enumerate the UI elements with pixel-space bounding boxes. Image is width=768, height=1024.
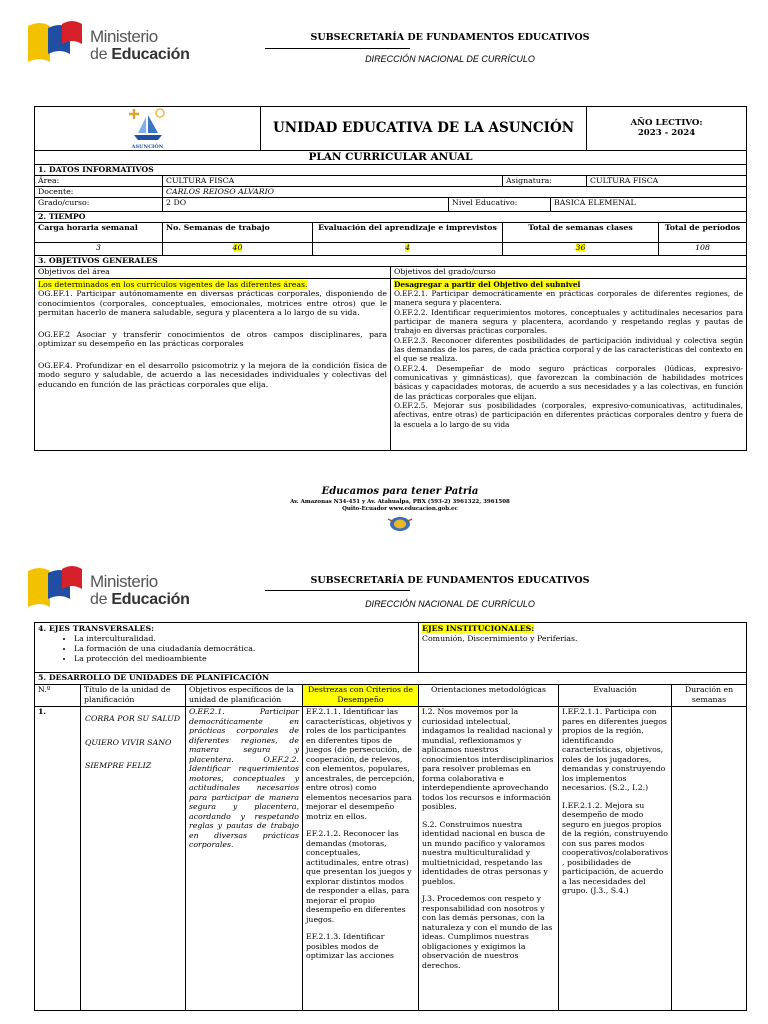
section-datos: 1. DATOS INFORMATIVOS (35, 164, 747, 175)
plan-curricular-table (34, 106, 747, 451)
ejes-institucionales-value: Comunión, Discernimiento y Periferias. (422, 633, 578, 643)
tiempo-header: No. Semanas de trabajo (163, 222, 313, 242)
asignatura-value: CULTURA FISCA (587, 175, 747, 186)
unit-title: CORRA POR SU SALUD (85, 714, 181, 723)
section-tiempo: 2. TIEMPO (35, 211, 747, 222)
ministry-name-line1: Ministerio (90, 572, 158, 591)
tiempo-value: 4 (313, 242, 503, 255)
ecuador-seal-icon (387, 516, 413, 532)
footer-slogan: Educamos para tener Patria (321, 486, 479, 497)
unit-duracion (672, 707, 747, 1011)
unit-objetivos: O.EF.2.1. Participar democráticamente en prácticas corporales de diferentes regiones, de manera segura y placentera. O.EF.2.2. Identificar requerimientos motores, conceptuales y actitudinales necesarios para participar de manera segura y placentera, acordando y respetando reglas y pautas de trabajo en diversas prácticas corporales. (186, 707, 303, 1011)
tiempo-value: 3 (35, 242, 163, 255)
table-row (35, 707, 747, 1011)
docente-value: CARLOS REIOSO ALVARIO (163, 186, 747, 197)
footer-city-web: Quito-Ecuador www.educacion.gob.ec (342, 506, 458, 513)
header-divider (265, 590, 410, 591)
objetivos-grado-header: Objetivos del grado/curso (391, 266, 747, 278)
tiempo-header: Total de semanas clases (503, 222, 659, 242)
tiempo-value: 108 (659, 242, 747, 255)
desarrollo-header: Título de la unidad de planificación (81, 685, 186, 707)
docente-label: Docente: (35, 186, 163, 197)
asignatura-label: Asignatura: (503, 175, 587, 186)
desarrollo-header: Duración en semanas (672, 685, 747, 707)
objetivo-area-item: OG.EF.2 Asociar y transferir conocimientos de otros campos disciplinares, para optimizar su desempeño en las prácticas corporales (38, 329, 387, 349)
objetivo-grado-item: O.EF.2.3. Reconocer diferentes posibilidades de participación individual y colectiva según las demandas de los pares, de cada práctica corporal y de las características del contexto en el que se realiza. (394, 335, 744, 364)
grado-label: Grado/curso: (35, 197, 163, 211)
objetivos-area-intro: Los determinados en los currículos vigentes de las diferentes áreas. (38, 279, 308, 289)
tiempo-header: Evaluación del aprendizaje e imprevistos (313, 222, 503, 242)
objetivo-grado-item: O.EF.2.1. Participar democráticamente en prácticas corporales de diferentes regiones, de manera segura y placentera. (394, 288, 744, 308)
desarrollo-header: Orientaciones metodológicas (419, 685, 559, 707)
objetivo-grado-item: O.EF.2.2. Identificar requerimientos motores, conceptuales y actitudinales necesarios para participar de manera segura y placentera, acordando y respetando reglas y pautas de trabajo en diversas prácticas corporales. (394, 307, 744, 336)
section-desarrollo: 5. DESARROLLO DE UNIDADES DE PLANIFICACIÓN (35, 673, 747, 685)
desarrollo-header: Objetivos específicos de la unidad de planificación (186, 685, 303, 707)
evaluacion-item: I.EF.2.1.2. Mejora su desempeño de modo seguro en juegos propios de la región, construyendo con sus pares modos cooperativos/colaborativos , posibilidades de participación, de acuerdo a las necesidades del grupo. (J.3., S.4.) (562, 800, 669, 895)
grado-value: 2 DO (163, 197, 449, 211)
year-label: AÑO LECTIVO: (630, 117, 703, 128)
orientacion-item: J.3. Procedemos con respeto y responsabilidad con nosotros y con las demás personas, con la naturaleza y con el mundo de las ideas. Cumplimos nuestras obligaciones y exigimos la observación de nuestros derechos. (422, 894, 553, 970)
tiempo-header: Carga horaria semanal (35, 222, 163, 242)
ministry-name-line1: Ministerio (90, 27, 158, 46)
unit-titles (81, 707, 186, 1011)
ejes-institucionales-cell (419, 623, 747, 673)
tiempo-values-row (35, 242, 747, 255)
unit-title: SIEMPRE FELIZ (85, 761, 152, 770)
ministerio-logo (26, 14, 196, 74)
section-objetivos: 3. OBJETIVOS GENERALES (35, 255, 747, 266)
school-name: UNIDAD EDUCATIVA DE LA ASUNCIÓN (261, 107, 587, 151)
destreza-item: EF.2.1.3. Identificar posibles modos de optimizar las acciones (306, 932, 394, 960)
ejes-transversales-cell (35, 623, 419, 673)
desarrollo-table (34, 622, 747, 1011)
ejes-row (35, 623, 747, 673)
ministry-name-line2: de Educación (90, 591, 190, 608)
ecuador-flag-icon (26, 563, 84, 611)
ministerio-logo (26, 559, 196, 619)
tiempo-header-row (35, 222, 747, 242)
objetivo-area-item: OG.EF.1. Participar autónomamente en diversas prácticas corporales, disponiendo de conocimientos (corporales, conceptuales, emocionales, motrices entre otros) que le permitan hacerlo de manera saludable, segura y placentera a lo largo de su vida. (38, 289, 387, 318)
ecuador-flag-icon (26, 18, 84, 66)
direccion-title: DIRECCIÓN NACIONAL DE CURRÍCULO (365, 54, 535, 64)
year-value: 2023 - 2024 (637, 128, 696, 139)
subsecretaria-title: SUBSECRETARÍA DE FUNDAMENTOS EDUCATIVOS (310, 575, 590, 586)
tiempo-value: 36 (503, 242, 659, 255)
plan-title: PLAN CURRICULAR ANUAL (35, 150, 747, 164)
destreza-item: EF.2.1.2. Reconocer las demandas (motoras, conceptuales, actitudinales, entre otras) que presentan los juegos y explorar distintos modos de responder a ellas, para mejorar el propio desempeño en diferentes juegos. (306, 829, 412, 924)
ejes-transversales-label: 4. EJES TRANSVERSALES: (38, 624, 154, 633)
asuncion-logo-text: ASUNCIÓN (131, 143, 164, 150)
objetivos-grado-intro: Desagregar a partir del Objetivo del subnivel (394, 279, 581, 289)
ejes-transversales-list (38, 634, 415, 664)
school-logo-cell (35, 107, 261, 151)
tiempo-value: 40 (163, 242, 313, 255)
asuncion-logo-icon (126, 107, 170, 145)
header-divider (265, 48, 410, 49)
eje-transversal-item: • La interculturalidad. (74, 634, 415, 644)
page-header-1 (0, 14, 768, 94)
tiempo-header: Total de períodos (659, 222, 747, 242)
unit-number: 1. (35, 707, 81, 1011)
page-footer (200, 486, 600, 536)
evaluacion-item: I.EF.2.1.1. Participa con pares en diferentes juegos propios de la región, identificando características, objetivos, roles de los jugadores, demandas y construyendo los implementos necesarios. (S.2., I.2.) (562, 707, 667, 792)
desarrollo-header: Destrezas con Criterios de Desempeño (303, 685, 419, 707)
unit-evaluacion (559, 707, 672, 1011)
school-year-cell (587, 107, 747, 151)
objetivo-area-item: OG.EF.4. Profundizar en el desarrollo psicomotriz y la mejora de la condición física de modo seguro y saludable, de acuerdo a las necesidades individuales y colectivas del educando en función de las prácticas corporales que elija. (38, 360, 387, 389)
eje-transversal-item: • La protección del medioambiente (74, 654, 415, 664)
unit-title: QUIERO VIVIR SANO (85, 737, 172, 747)
objetivo-grado-item: O.EF.2.5. Mejorar sus posibilidades (corporales, expresivo-comunicativas, actitudinales, afectivas, entre otras) de participación en diferentes prácticas corporales dentro y fuera de la escuela a lo largo de su vida (394, 400, 744, 429)
destreza-item: EF.2.1.1. Identificar las características, objetivos y roles de los participantes en diferentes tipos de juegos (de persecución, de cooperación, de relevos, con elementos, populares, ancestrales, de percepción, entre otros) como elementos necesarios para mejorar el desempeño motriz en ellos. (306, 707, 415, 821)
orientacion-item: S.2. Construimos nuestra identidad nacional en busca de un mundo pacífico y valoramos nuestra multiculturalidad y multietnicidad, respetando las identidades de otras personas y pueblos. (422, 819, 548, 886)
desarrollo-header-row (35, 685, 747, 707)
unit-destrezas (303, 707, 419, 1011)
ministry-name-line2: de Educación (90, 46, 190, 63)
ejes-institucionales-label: EJES INSTITUCIONALES: (422, 624, 535, 633)
orientacion-item: I.2. Nos movemos por la curiosidad intelectual, indagamos la realidad nacional y mundial, reflexionamos y aplicamos nuestros conocimientos interdisciplinarios para resolver problemas en forma colaborativa e interdependiente aprovechando todos los recursos e información posibles. (422, 707, 554, 811)
objetivos-area-content (35, 278, 391, 450)
objetivos-area-header: Objetivos del área (35, 266, 391, 278)
area-value: CULTURA FISCA (163, 175, 503, 186)
subsecretaria-title: SUBSECRETARÍA DE FUNDAMENTOS EDUCATIVOS (310, 32, 590, 43)
desarrollo-header: N.º (35, 685, 81, 707)
area-label: Área: (35, 175, 163, 186)
school-header-row (35, 107, 747, 151)
footer-address: Av. Amazonas N34-451 y Av. Atahualpa, PBX (593-2) 3961322, 3961508 (290, 499, 510, 505)
direccion-title: DIRECCIÓN NACIONAL DE CURRÍCULO (365, 599, 535, 609)
eje-transversal-item: • La formación de una ciudadanía democrática. (74, 644, 415, 654)
nivel-value: BASICA ELEMENAL (551, 197, 747, 211)
objetivos-grado-content (391, 278, 747, 450)
nivel-label: Nivel Educativo: (449, 197, 551, 211)
objetivo-grado-item: O.EF.2.4. Desempeñar de modo seguro prácticas corporales (lúdicas, expresivo-comunicativas y gimnásticas), que favorezcan la combinación de habilidades motrices básicas y capacidades motoras, de acuerdo a sus necesidades y a las colectivas, en función de las prácticas corporales que elijan. (394, 363, 744, 401)
unit-orientaciones (419, 707, 559, 1011)
desarrollo-header: Evaluación (559, 685, 672, 707)
